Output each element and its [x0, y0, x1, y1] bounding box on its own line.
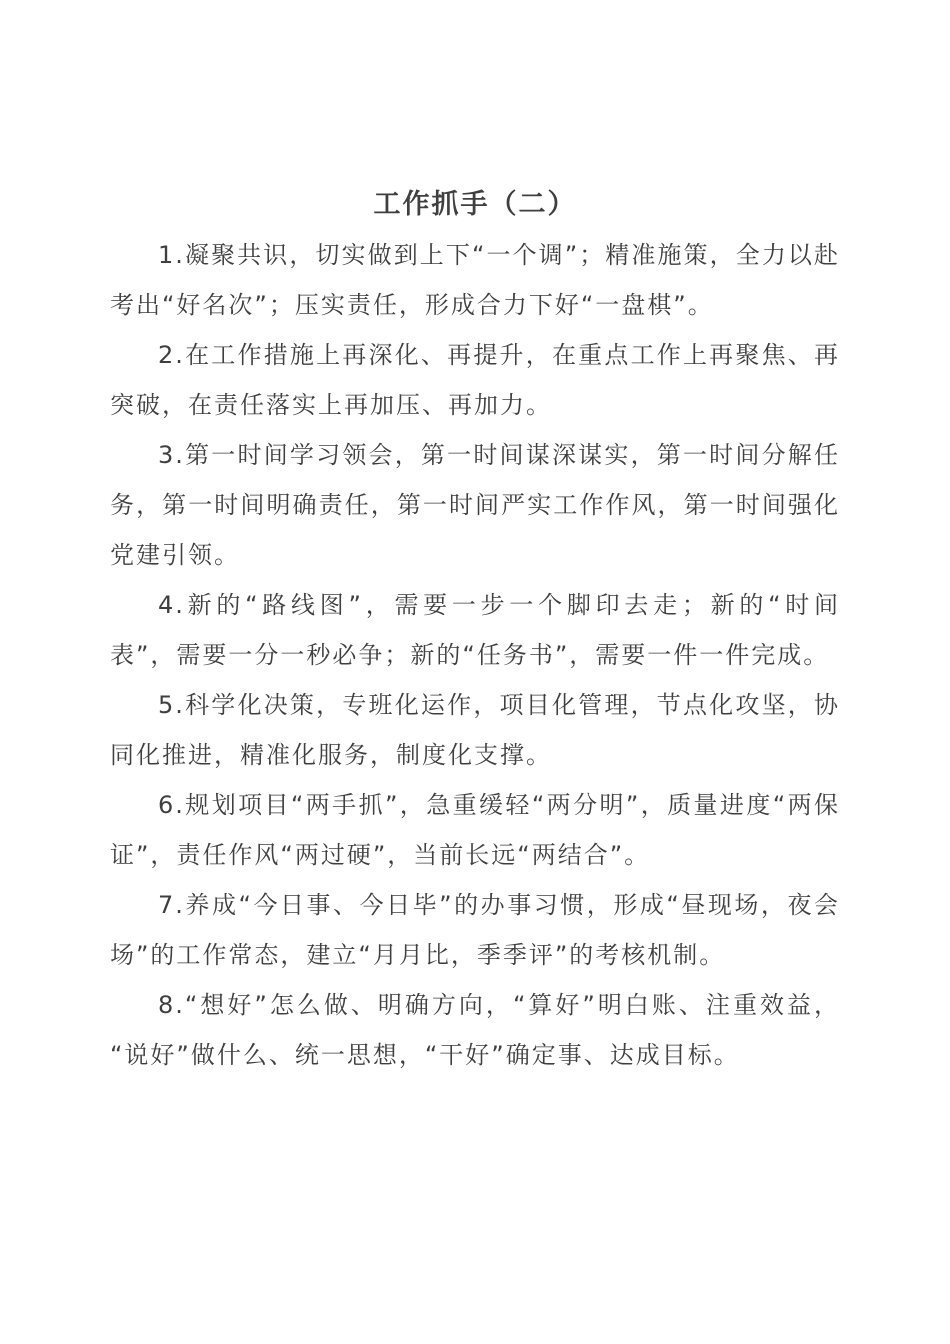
paragraph-5: 5.科学化决策，专班化运作，项目化管理，节点化攻坚，协同化推进，精准化服务，制度化支撑。 — [110, 691, 840, 769]
paragraph-3: 3.第一时间学习领会，第一时间谋深谋实，第一时间分解任务，第一时间明确责任，第一时间严实工作作风，第一时间强化党建引领。 — [110, 441, 840, 569]
paragraph-4: 4.新的“路线图”，需要一步一个脚印去走；新的“时间表”，需要一分一秒必争；新的“任务书”，需要一件一件完成。 — [110, 591, 840, 669]
paragraph-8: 8.“想好”怎么做、明确方向，“算好”明白账、注重效益，“说好”做什么、统一思想，“干好”确定事、达成目标。 — [110, 991, 840, 1069]
paragraph-2: 2.在工作措施上再深化、再提升，在重点工作上再聚焦、再突破，在责任落实上再加压、再加力。 — [110, 341, 840, 419]
document-title: 工作抓手（二） — [373, 189, 577, 220]
document-body — [110, 230, 840, 1080]
paragraph-1: 1.凝聚共识，切实做到上下“一个调”；精准施策，全力以赴考出“好名次”；压实责任，形成合力下好“一盘棋”。 — [110, 241, 840, 319]
paragraph-7: 7.养成“今日事、今日毕”的办事习惯，形成“昼现场，夜会场”的工作常态，建立“月月比，季季评”的考核机制。 — [110, 891, 840, 969]
paragraph-6: 6.规划项目“两手抓”，急重缓轻“两分明”，质量进度“两保证”，责任作风“两过硬”，当前长远“两结合”。 — [110, 791, 840, 869]
